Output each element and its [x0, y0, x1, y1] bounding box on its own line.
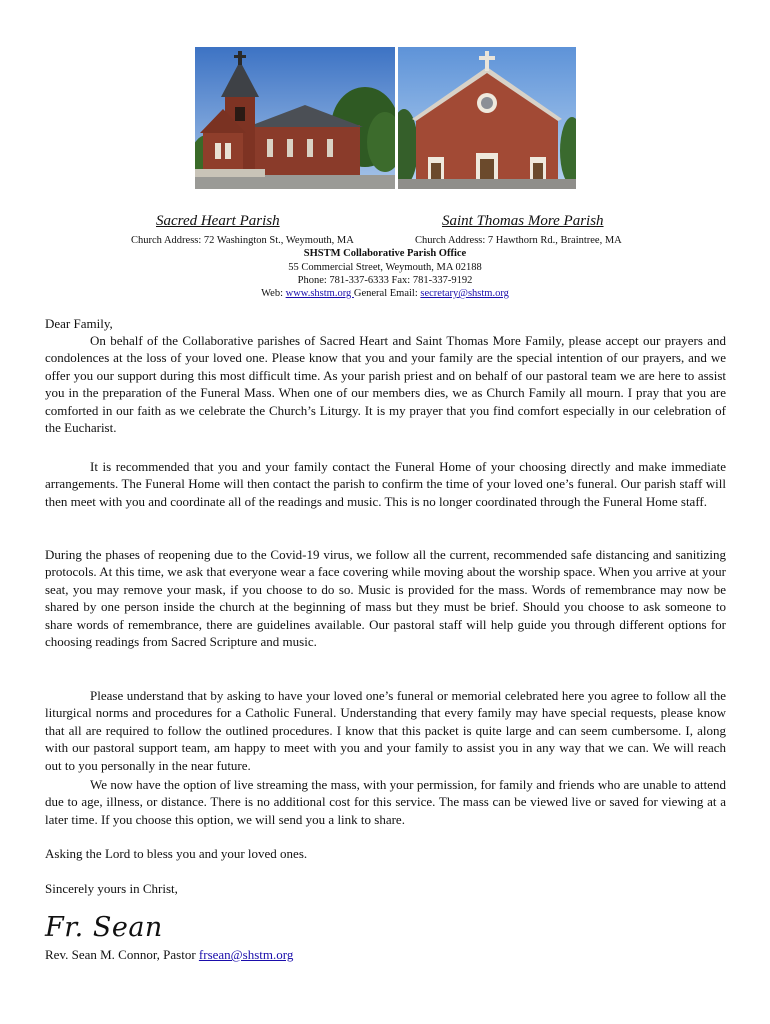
letter-paragraph [45, 458, 726, 510]
letter-paragraph [45, 687, 726, 774]
sacred-heart-parish-title: Sacred Heart Parish [156, 213, 280, 229]
saint-thomas-more-parish-title: Saint Thomas More Parish [442, 213, 604, 229]
blessing-text: Asking the Lord to bless you and your loved ones. [45, 846, 308, 861]
parish-office-phone-fax: Phone: 781-337-6333 Fax: 781-337-9192 [297, 275, 473, 286]
paragraph-live-streaming: We now have the option of live streaming the mass, with your permission, for family and friends who are unable to attend due to age, illness, or distance. There is no additional cost for this service. The mass can be viewed live or saved for viewing at a later time. If you choose this option, we will send you a link to share. [45, 777, 726, 827]
letter-greeting [45, 315, 726, 332]
handwritten-signature: Fr. Sean [45, 912, 163, 943]
letter-paragraph [45, 332, 726, 436]
parish-office-name: SHSTM Collaborative Parish Office [303, 248, 467, 259]
paragraph-condolences: On behalf of the Collaborative parishes of Sacred Heart and Saint Thomas More Family, please accept our prayers and condolences at the loss of your loved one. Please know that you and your family are the special intention of our prayers, and we offer you our support during this most difficult time. As your parish priest and on behalf of our pastoral team we are here to assist you in the preparation of the Funeral Mass. When one of our members dies, we as Church Family all mourn. I pray that you are comforted in our faith as we celebrate the Church’s Liturgy. It is my prayer that you find comfort especially in our celebration of the Eucharist. [45, 333, 726, 436]
paragraph-funeral-home: It is recommended that you and your family contact the Funeral Home of your choosing directly and make immediate arrangements. The Funeral Home will then contact the parish to confirm the time of your loved one’s funeral. Our parish staff will then meet with you and coordinate all of the readings and music. This is no longer coordinated through the Funeral Home staff. [45, 459, 726, 509]
sacred-heart-address: Church Address: 72 Washington St., Weymouth, MA [131, 235, 354, 246]
sacred-heart-church-photo [195, 47, 395, 189]
signer-line [45, 947, 293, 963]
secretary-email-link[interactable]: secretary@shstm.org [420, 288, 509, 299]
parish-office-web-email [0, 288, 770, 299]
paragraph-covid-protocols: During the phases of reopening due to the Covid-19 virus, we follow all the current, recommended safe distancing and sanitizing protocols. At this time, we ask that everyone wear a face covering while moving about the worship space. When you arrive at your seat, you may remove your mask, if you choose to do so. Music is provided for the mass. Words of remembrance may now be shared by one person inside the church at the beginning of mass but they must be brief. Should you choose to ask someone to share words of remembrance, there are guidelines available. Our pastoral staff will help guide you through different options for choosing readings from Sacred Scripture and music. [45, 547, 726, 650]
paragraph-liturgical-norms: Please understand that by asking to have your loved one’s funeral or memorial celebrated here you agree to follow all the liturgical norms and procedures for a Catholic Funeral. Understanding that every family may have special requests, please know that all are required to follow the outlined procedures. I know that this packet is quite large and can seem cumbersome. I, along with our pastoral support team, am happy to meet with you and your family to assist you in any way that we can. We will reach out to you personally in the near future. [45, 688, 726, 773]
letter-blessing [45, 845, 726, 862]
saint-thomas-more-address: Church Address: 7 Hawthorn Rd., Braintree, MA [415, 235, 622, 246]
letter-closing [45, 880, 726, 897]
greeting-text: Dear Family, [45, 316, 113, 331]
letter-paragraph [45, 776, 726, 828]
pastor-email-link[interactable]: frsean@shstm.org [198, 947, 294, 962]
closing-text: Sincerely yours in Christ, [45, 881, 178, 896]
letter-paragraph [45, 546, 726, 650]
website-link[interactable]: www.shstm.org [285, 288, 354, 299]
signer-name: Rev. Sean M. Connor, Pastor [45, 947, 196, 962]
saint-thomas-more-church-photo [398, 47, 576, 189]
email-label: General Email: [353, 288, 418, 299]
parish-office-street: 55 Commercial Street, Weymouth, MA 02188 [288, 262, 482, 273]
web-label: Web: [261, 288, 284, 299]
